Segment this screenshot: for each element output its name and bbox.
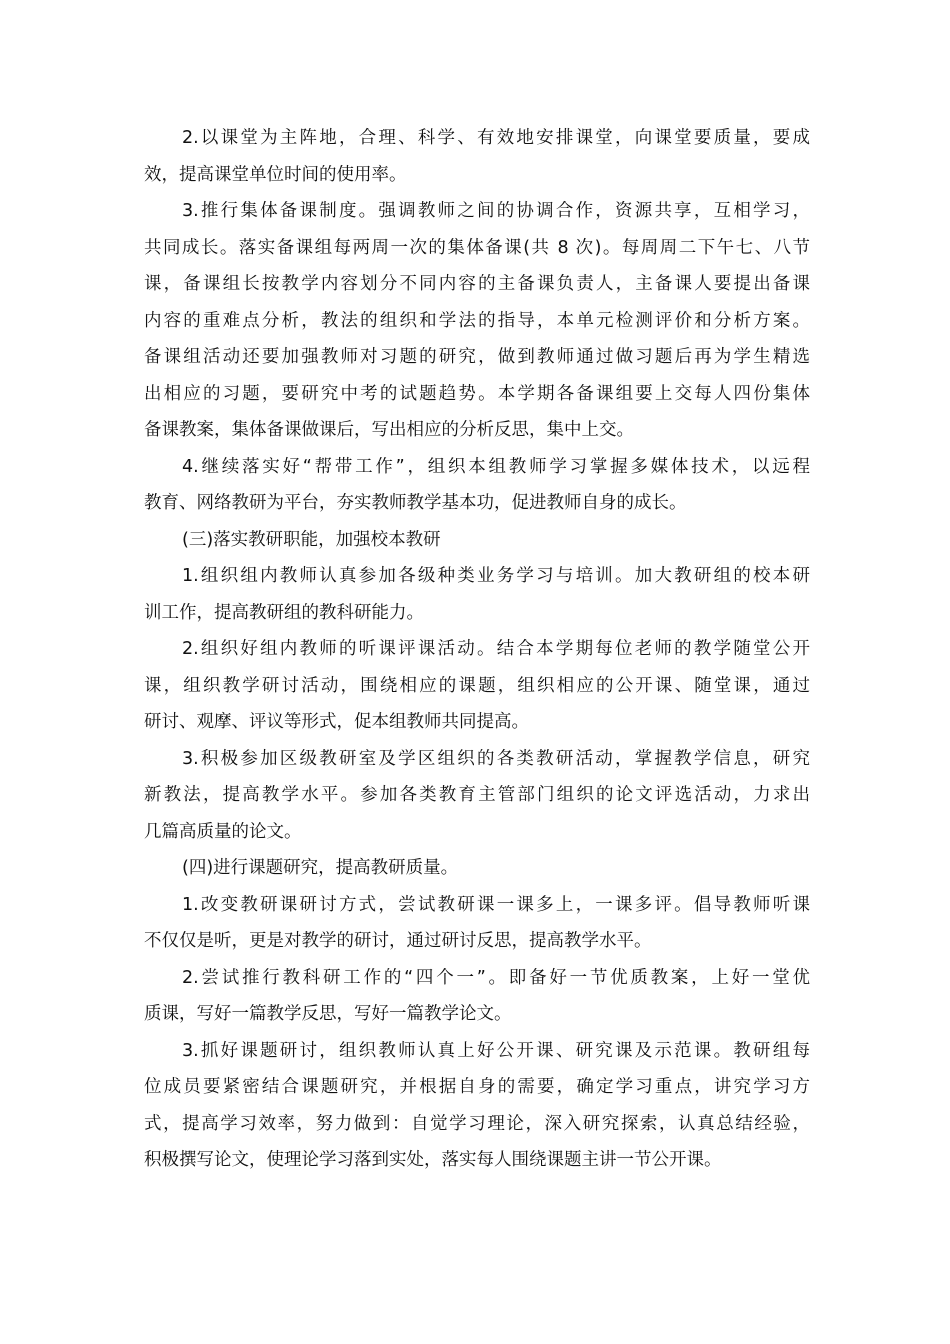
text-line: 备课教案，集体备课做课后，写出相应的分析反思，集中上交。 [144,420,634,440]
text-line: 式，提高学习效率，努力做到：自觉学习理论，深入研究探索，认真总结经验， [144,1113,810,1134]
text-line: 质课，写好一篇教学反思，写好一篇教学论文。 [144,1004,512,1024]
text-line: 研讨、观摩、评议等形式，促本组教师共同提高。 [144,712,529,732]
text-line: 3.推行集体备课制度。强调教师之间的协调合作，资源共享，互相学习， [182,201,810,221]
text-line: 2.尝试推行教科研工作的“四个一”。即备好一节优质教案，上好一堂优 [182,967,810,988]
text-line: 课，组织教学研讨活动，围绕相应的课题，组织相应的公开课、随堂课，通过 [144,675,810,696]
paragraph-5 [144,558,810,631]
text-line: 3.抓好课题研讨，组织教师认真上好公开课、研究课及示范课。教研组每 [182,1040,810,1061]
text-line: 位成员要紧密结合课题研究，并根据自身的需要，确定学习重点，讲究学习方 [144,1077,810,1097]
paragraph-2 [144,193,810,449]
text-line: 几篇高质量的论文。 [144,821,302,842]
text-line: 出相应的习题，要研究中考的试题趋势。本学期各备课组要上交每人四份集体 [144,383,810,404]
text-line: 效，提高课堂单位时间的使用率。 [144,164,407,185]
text-line: 教育、网络教研为平台，夯实教师教学基本功，促进教师自身的成长。 [144,493,687,513]
paragraph-9 [144,887,810,960]
paragraph-11 [144,1033,810,1179]
text-line: 1.组织组内教师认真参加各级种类业务学习与培训。加大教研组的校本研 [182,566,810,586]
section-heading: (三)落实教研职能，加强校本教研 [182,529,441,550]
text-line: 3.积极参加区级教研室及学区组织的各类教研活动，掌握教学信息，研究 [182,748,810,769]
paragraph-10 [144,960,810,1033]
text-line: 共同成长。落实备课组每两周一次的集体备课(共 8 次)。每周周二下午七、八节 [144,237,810,258]
text-line: 积极撰写论文，使理论学习落到实处，落实每人围绕课题主讲一节公开课。 [144,1150,722,1170]
text-line: 备课组活动还要加强教师对习题的研究，做到教师通过做习题后再为学生精选 [144,347,810,367]
text-line: 课，备课组长按教学内容划分不同内容的主备课负责人，主备课人要提出备课 [144,274,810,294]
section-heading-3 [144,522,810,559]
text-line: 训工作，提高教研组的教科研能力。 [144,602,424,623]
paragraph-3 [144,449,810,522]
paragraph-1 [144,120,810,193]
text-line: 不仅仅是听，更是对教学的研讨，通过研讨反思，提高教学水平。 [144,931,652,951]
document-page [144,120,810,1179]
text-line: 1.改变教研课研讨方式，尝试教研课一课多上，一课多评。倡导教师听课 [182,894,810,915]
text-line: 4.继续落实好“帮带工作”，组织本组教师学习掌握多媒体技术，以远程 [182,456,810,477]
text-line: 2.组织好组内教师的听课评课活动。结合本学期每位老师的教学随堂公开 [182,639,810,659]
paragraph-7 [144,741,810,851]
paragraph-6 [144,631,810,741]
section-heading-4 [144,850,810,887]
text-line: 2.以课堂为主阵地，合理、科学、有效地安排课堂，向课堂要质量，要成 [182,128,810,148]
section-heading: (四)进行课题研究，提高教研质量。 [182,858,459,878]
text-line: 内容的重难点分析，教法的组织和学法的指导，本单元检测评价和分析方案。 [144,310,810,331]
text-line: 新教法，提高教学水平。参加各类教育主管部门组织的论文评选活动，力求出 [144,785,810,805]
